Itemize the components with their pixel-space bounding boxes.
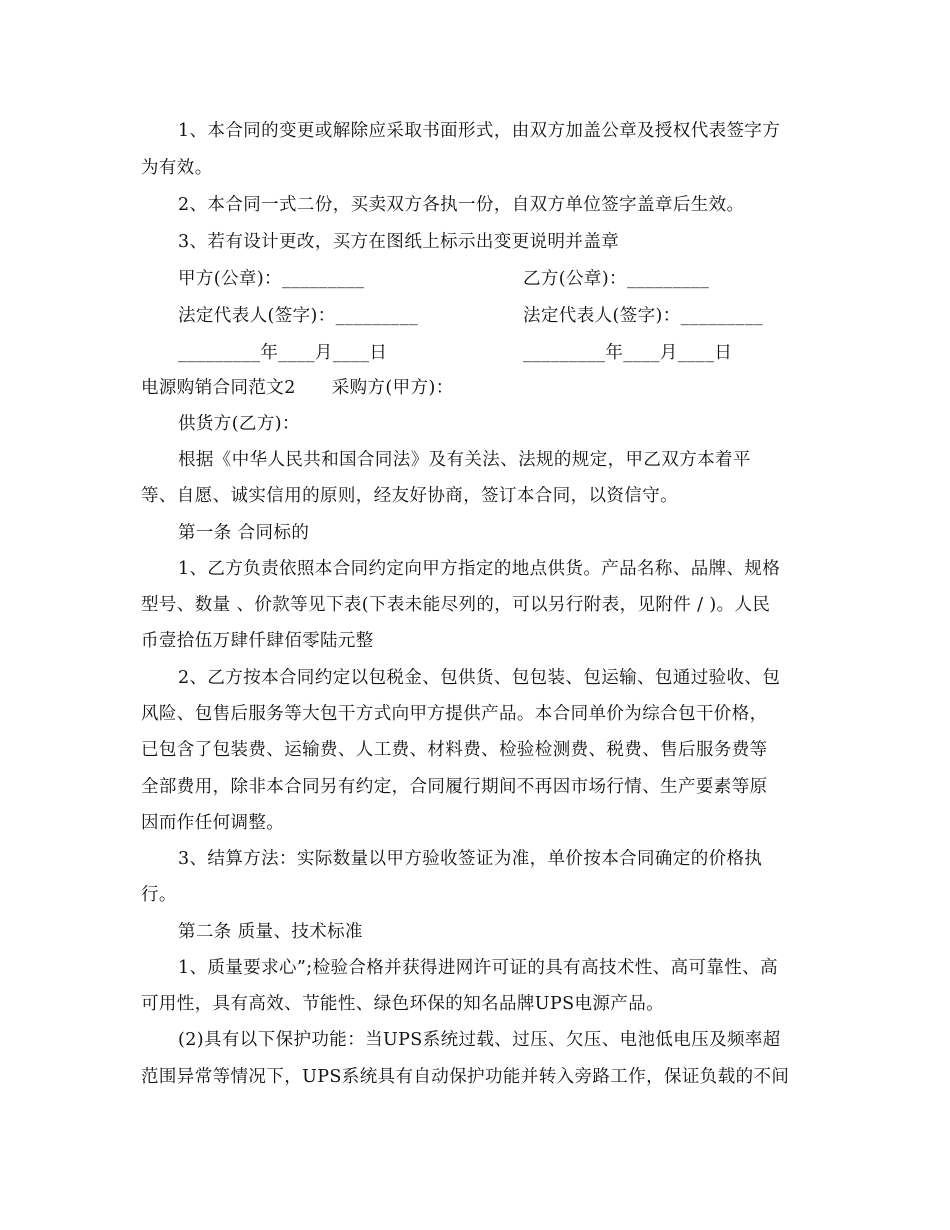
body-line-9: 已包含了包装费、运输费、人工费、材料费、检验检测费、税费、售后服务费等 bbox=[141, 740, 768, 760]
body-line-2: 等、自愿、诚实信用的原则，经友好协商，签订本合同，以资信守。 bbox=[141, 486, 678, 506]
body-line-6: 币壹拾伍万肆仟肆佰零陆元整 bbox=[141, 631, 374, 651]
buyer-label: 采购方(甲方)： bbox=[331, 378, 454, 398]
party-a-date: _________年____月____日 bbox=[178, 343, 388, 363]
body-line-8: 风险、包售后服务等大包干方式向甲方提供产品。本合同单价为综合包干价格， bbox=[141, 704, 768, 724]
body-line-13: 行。 bbox=[141, 885, 177, 905]
clause-3: 3、若有设计更改，买方在图纸上标示出变更说明并盖章 bbox=[178, 232, 620, 252]
clause-1-line-2: 为有效。 bbox=[141, 158, 213, 178]
body-line-17: (2)具有以下保护功能：当UPS系统过载、过压、欠压、电池低电压及频率超 bbox=[178, 1030, 781, 1050]
party-b-date: _________年____月____日 bbox=[523, 343, 733, 363]
body-line-1: 根据《中华人民共和国合同法》及有关法、法规的规定，甲乙双方本着平 bbox=[178, 450, 751, 470]
article-2-heading: 第二条 质量、技术标准 bbox=[178, 922, 363, 942]
clause-1-line-1: 1、本合同的变更或解除应采取书面形式，由双方加盖公章及授权代表签字方 bbox=[178, 121, 781, 141]
body-line-10: 全部费用，除非本合同另有约定，合同履行期间不再因市场行情、生产要素等原 bbox=[141, 777, 768, 797]
body-line-18: 范围异常等情况下，UPS系统具有自动保护功能并转入旁路工作，保证负载的不间 bbox=[141, 1067, 790, 1087]
party-b-representative: 法定代表人(签字)：_________ bbox=[523, 306, 764, 326]
body-line-12: 3、结算方法：实际数量以甲方验收签证为准，单价按本合同确定的价格执 bbox=[178, 849, 763, 869]
clause-2: 2、本合同一式二份，买卖双方各执一份，自双方单位签字盖章后生效。 bbox=[178, 195, 745, 215]
party-a-seal: 甲方(公章)：_________ bbox=[178, 269, 365, 289]
body-line-4: 1、乙方负责依照本合同约定向甲方指定的地点供货。产品名称、品牌、规格 bbox=[178, 559, 781, 579]
contract-title: 电源购销合同范文2 bbox=[141, 378, 296, 398]
body-line-5: 型号、数量 、价款等见下表(下表未能尽列的，可以另行附表，见附件 / )。人民 bbox=[141, 595, 771, 615]
body-line-15: 1、质量要求心”;检验合格并获得进网许可证的具有高技术性、高可靠性、高 bbox=[178, 958, 778, 978]
supplier-label: 供货方(乙方)： bbox=[178, 414, 300, 434]
contract-heading bbox=[141, 375, 811, 401]
article-1-heading: 第一条 合同标的 bbox=[178, 523, 310, 543]
party-b-seal: 乙方(公章)：_________ bbox=[523, 269, 710, 289]
party-a-representative: 法定代表人(签字)：_________ bbox=[178, 306, 419, 326]
body-line-7: 2、乙方按本合同约定以包税金、包供货、包包装、包运输、包通过验收、包 bbox=[178, 668, 781, 688]
body-line-16: 可用性，具有高效、节能性、绿色环保的知名品牌UPS电源产品。 bbox=[141, 994, 665, 1014]
body-line-11: 因而作任何调整。 bbox=[141, 813, 285, 833]
